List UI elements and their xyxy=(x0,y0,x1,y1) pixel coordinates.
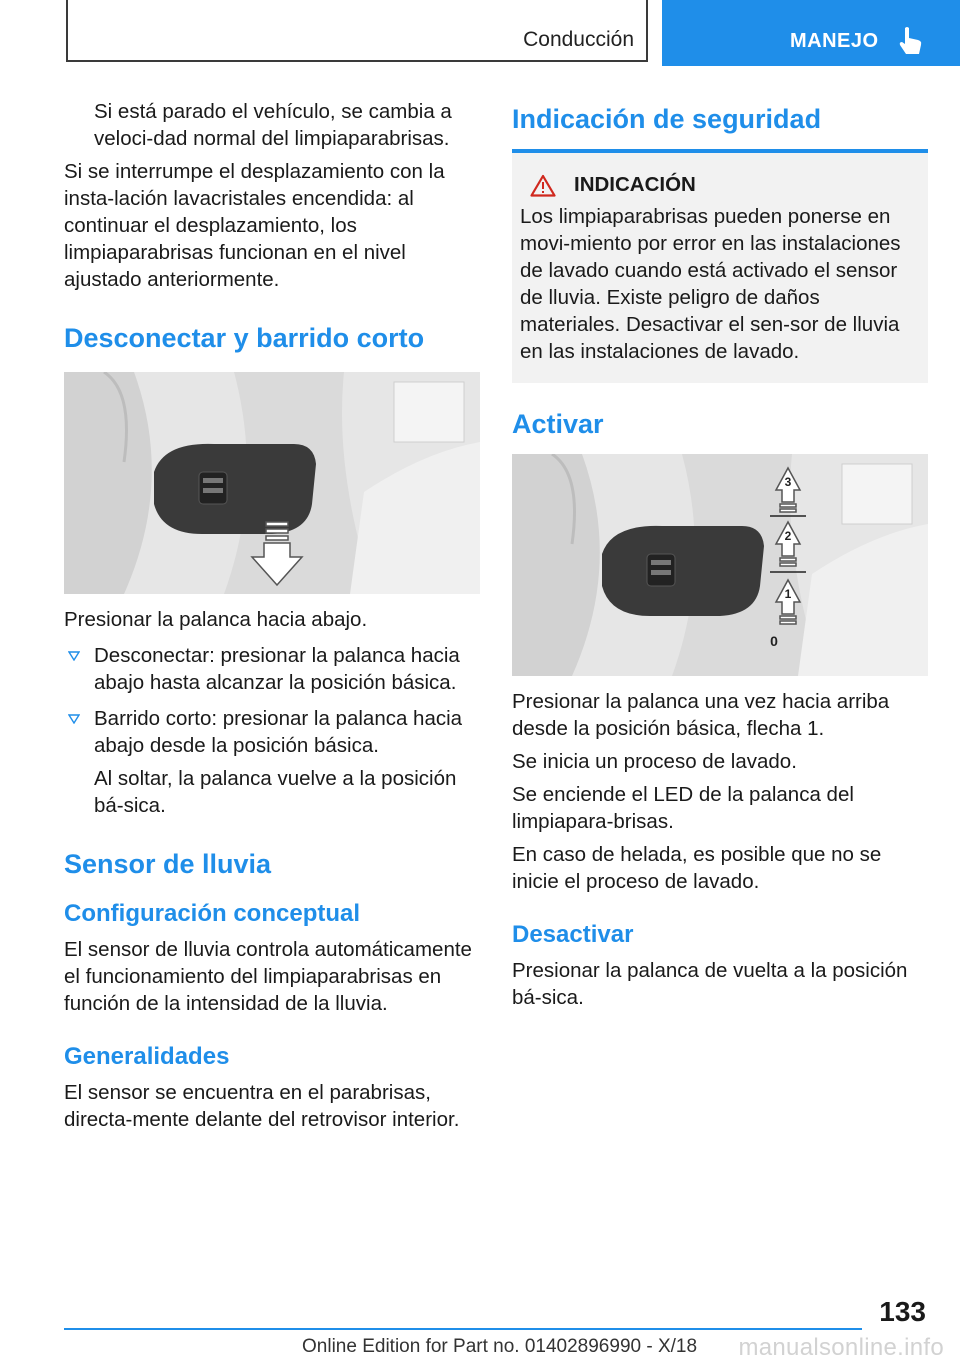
arrow-label-0: 0 xyxy=(770,633,778,649)
warning-box xyxy=(512,153,928,383)
edition-text: Online Edition for Part no. 01402896990 - X/18 xyxy=(302,1336,698,1357)
warning-title: INDICACIÓN xyxy=(574,173,696,196)
header-section-tab xyxy=(66,0,648,62)
paragraph: Presionar la palanca una vez hacia arriba desde la posición básica, flecha 1. xyxy=(512,690,890,740)
paragraph: Si se interrumpe el desplazamiento con la insta-lación lavacristales encendida: al continuar el desplazamiento, los limpiaparabrisas funcionan en el nivel ajustado anteriormente. xyxy=(64,160,445,291)
paragraph: En caso de helada, es posible que no se inicie el proceso de lavado. xyxy=(512,843,882,893)
heading-safety: Indicación de seguridad xyxy=(512,104,822,134)
heading-rain-sensor: Sensor de lluvia xyxy=(64,849,272,879)
heading-deactivate: Desactivar xyxy=(512,921,634,948)
header-section-title: Conducción xyxy=(523,28,634,51)
list-item xyxy=(64,642,480,696)
left-column xyxy=(64,98,480,1133)
list-item-text: Barrido corto: presionar la palanca hacia abajo desde la posición básica. xyxy=(94,707,463,757)
watermark: manualsonline.info xyxy=(738,1334,944,1361)
right-column xyxy=(512,98,928,1011)
triangle-bullet-icon xyxy=(68,651,80,661)
list-item xyxy=(64,705,480,759)
paragraph: Presionar la palanca hacia abajo. xyxy=(64,608,368,631)
warning-text: Los limpiaparabrisas pueden ponerse en movi-miento por error en las instalaciones de lavado cuando está activado el sensor de lluvia. Existe peligro de daños materiales. Desactivar el sen-sor de lluvia en las instalaciones de lavado. xyxy=(520,205,901,363)
heading-activate: Activar xyxy=(512,409,604,439)
wiper-lever-up-image xyxy=(512,454,928,676)
triangle-bullet-icon xyxy=(68,714,80,724)
hand-pointer-icon xyxy=(896,26,924,56)
page-number: 133 xyxy=(879,1296,926,1327)
arrow-label-2: 2 xyxy=(784,529,792,543)
paragraph: Se enciende el LED de la palanca del limpiapara-brisas. xyxy=(512,783,854,833)
warning-triangle-icon xyxy=(530,174,556,197)
wiper-lever-down-image xyxy=(64,372,480,594)
paragraph: El sensor de lluvia controla automáticamente el funcionamiento del limpiaparabrisas en función de la intensidad de la lluvia. xyxy=(64,938,472,1015)
heading-concept: Configuración conceptual xyxy=(64,900,361,927)
header-chapter-tab xyxy=(662,0,960,66)
header-chapter-title: MANEJO xyxy=(790,30,879,52)
paragraph: Al soltar, la palanca vuelve a la posición bá-sica. xyxy=(94,767,457,817)
footer-divider xyxy=(64,1328,862,1330)
heading-general: Generalidades xyxy=(64,1043,230,1070)
paragraph: Se inicia un proceso de lavado. xyxy=(512,750,797,773)
paragraph: Presionar la palanca de vuelta a la posición bá-sica. xyxy=(512,959,908,1009)
arrow-label-1: 1 xyxy=(784,587,792,601)
paragraph: Si está parado el vehículo, se cambia a veloci-dad normal del limpiaparabrisas. xyxy=(94,100,452,150)
heading-disconnect: Desconectar y barrido corto xyxy=(64,323,425,353)
arrow-label-3: 3 xyxy=(784,475,792,489)
list-item-text: Desconectar: presionar la palanca hacia abajo hasta alcanzar la posición básica. xyxy=(94,644,460,694)
paragraph: El sensor se encuentra en el parabrisas, directa-mente delante del retrovisor interior. xyxy=(64,1081,460,1131)
